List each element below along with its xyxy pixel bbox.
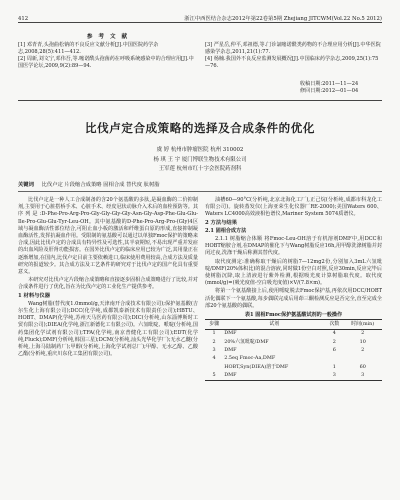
table-cell: 3 (361, 372, 365, 379)
references-heading: 参 考 文 献 (86, 34, 130, 40)
reference-item: [2] 周新,刘文宁,邓伟吾,等.噻诺酰头孢菌药在呼吸系统感染中的合理应用[J].中国医学论坛,2009,9(2):89—94. (18, 56, 194, 69)
table-row (205, 338, 382, 346)
author-line: 王军莲 杭州市红十字会医院药剂科 (158, 166, 242, 172)
reference-item: [1] 邓青青,头孢曲松钠的不良反应文献分析[J].中国医院药学杂志,2008,28(5):411—412. (18, 42, 159, 55)
table-row (205, 329, 382, 338)
table-cell: 1 (332, 363, 336, 370)
table-cell: 2 (361, 330, 365, 337)
table-row (205, 363, 382, 371)
table-cell: 4 (332, 330, 336, 337)
table-header-cell: 步骤 (209, 320, 219, 327)
table-cell: 2 (361, 347, 365, 354)
body-paragraph: 取代度测定:准确称取干燥后的树脂7—12mg2份,分别加入3mL六氢吡啶/DMF(20%体积比)的混合溶液,同时做1份空白对照,反应30min,反应完毕后使树脂沉降,取上清液进行紫外检测,根据吸光度计算树脂取代度。取代度(mmol/g)=(吸光度值-空白吸光度值)×V/(7.8×m)。 (205, 258, 382, 287)
author-line: 杨 琪 王 宇 厦门博联生物技术有限公司 (153, 156, 247, 163)
table-cell: 2.5eq Fmoc-Aa,DMF (224, 355, 276, 362)
table-cell: 60 (359, 363, 366, 370)
keywords-line (18, 180, 382, 188)
table-cell (205, 363, 223, 371)
journal-citation (184, 14, 382, 22)
reference-item: [3] 严星岳,仲平,邓祖德,等.门诊氯噻诺酰类药物的不合理应用分析[J].中华医院感染学杂志,2011,21(1):77. (205, 42, 381, 55)
table-cell: HOBT,Syn(DIEA)溶于DMF (224, 363, 289, 370)
table-cell: 5 (212, 372, 216, 379)
journal-name-en: Zhejiang JITCWM(Vol.22 No.5 2012) (283, 16, 382, 22)
table-header-cell: 时间(min) (351, 320, 375, 327)
subsection-heading: 2.1 固相合成方法 (205, 227, 247, 234)
table-row (205, 346, 382, 354)
page-number: 412 (18, 16, 29, 22)
keywords-label: 关键词 (18, 182, 34, 188)
table-row (205, 372, 382, 381)
body-paragraph: 将第一个氨基酸接上后,使用哌啶脱去Fmoc保护基,再依次用DCC/HOBT活化偶联下一个氨基酸,每步偶联完成后用茚三酮检测反应是否完全,直至完成全部20个氨基酸的偶联。 (205, 288, 382, 309)
table-cell: 1 (212, 330, 216, 337)
body-column-left (18, 197, 198, 359)
table-cell: DMF (224, 330, 237, 337)
body-paragraph: 本研究对比伐卢定片段缩合成策略和直接逐步固相合成策略进行了比较,并对合成条件进行了优化,旨在为比伐卢定的工业化生产提供参考。 (18, 277, 198, 291)
table-cell: 3 (212, 347, 216, 354)
table-header-cell: 试剂 (269, 320, 280, 327)
references-right (205, 42, 382, 70)
body-paragraph: 2.1.1 树脂缩合体顺 将Fmoc-Leu-OH溶于有机溶剂DMF中,用DCC和HOBT缩胺合剂,在DMAP的催化下与Wang树脂反应16h,用甲醇洗涤树脂并封闭过夜,洗涤干燥后称测其替代度。 (205, 236, 382, 257)
table-cell (325, 355, 343, 363)
keywords-rule (18, 191, 382, 192)
table-cell: 10 (359, 338, 366, 345)
table-cell: 6 (332, 347, 336, 354)
table-cell: 20%六氢吡啶/DMF (224, 338, 269, 345)
revised-date: 修回日期:2012—01—04 (300, 88, 359, 94)
procedure-table (205, 319, 382, 381)
article-title: 比伐卢定合成策略的选择及合成条件的优化 (85, 121, 315, 135)
table-cell: DMF (224, 372, 237, 379)
table-header-cell: 次数 (329, 320, 340, 327)
header-rule (18, 22, 382, 23)
table-cell: 4 (212, 355, 216, 362)
table-cell: DMF (224, 347, 237, 354)
references-left (18, 42, 198, 70)
table-header-row (205, 320, 382, 329)
received-date: 收稿日期:2011—11—24 (300, 81, 359, 87)
table-cell: 2 (212, 338, 216, 345)
author-line: 虞 婷 杭州市肿瘤医院 杭州 310002 (156, 147, 244, 153)
table-cell: 3 (332, 372, 336, 379)
reference-item: [4] 杨楠.我国外不良反应监测发展概况[J].中国临床药学杂志,2009,25(1):75—76. (205, 56, 379, 69)
article-dates (300, 81, 358, 95)
body-paragraph: 油槽60—90°C(分析纯,北京北海化工厂),正己烷(分析纯,成都市科龙化工有限公司)。旋转蒸发仪(上海亚荣生化仪器厂RE-2000);美国Waters 600、Waters LC4000高效液相色谱仪,Mariner System 5074质谱仪。 (205, 197, 382, 218)
section-rule (18, 100, 382, 101)
journal-name: 浙江中西医结合杂志2012年第22卷第5期 (184, 16, 283, 22)
table-caption: 表1 固相Fmoc保护氨基酸试剂的一般操作 (244, 312, 343, 319)
section-heading: 2 方法与结果 (205, 219, 238, 226)
body-paragraph: 比伐卢定是一种人工合成制备的含20个氨基酸的多肽,是凝血酶的二价抑制剂,主要用于心脏搭桥手术、心脏手术、经皮冠状动脉介入术后的血栓预防等。其序列是:D-Phe-Pro-Arg-Pro-Gly-Gly-Gly-Gly-Asn-Gly-Asp-Phe-Glu-Glu-Ile-Pro-Glu-Glu-Tyr-Leu-OH。其中氨基酸的D-Phe-Pro-Arg-Pro-(Gly)4区域与凝血酶活性部位结合,可阻止血小板的激活和纤维蛋白原的形成,直接抑制凝血酶活性,发挥抗凝血作用。受限制的氨基酸可以通过以单独Fmoc保护的策略来合成,因此比伐卢定的合成具有特异性及可选性,其半衰期短,不易出现严重并发症的出血风险及肝肾功能损害。在国外比伐卢定的临床应用已较为广泛,其用量正在逐渐增加,在国内,比伐卢定目前主要依赖进口,临床使用费用较高,合成方法及质量研究的报道较少。其合成方法及工艺条件的研究对于比伐卢定的国产化具有重要意义。 (18, 197, 198, 276)
table-cell: 2 (332, 338, 336, 345)
section-heading: 1 材料与仪器 (18, 292, 51, 299)
table-row (205, 355, 382, 363)
body-paragraph: Wang树脂(替代度1.0mmol/g,天津南开合成技术有限公司);保护氨基酸(吉尔生化上海有限公司);DCC(化学纯,成都凯泰新技术有限责任公司);HBTU、HOBT、DMAP(化学纯,苏州天马医药有限公司);DIC(分析纯,山东淄博斯时工贸有限公司);DIEA(化学纯,浙江新德化工有限公司)。六氢吡啶、哌啶(分析纯,国药集团化学试剂有限公司);TFA(化学纯,南京普健化工有限公司);EDT(化学纯,Fluck);DMF(分析纯,韩国三星);DCM(分析纯,汕头光华化学厂);无水乙醚(分析纯,上海马陆制药厂);甲醇(分析纯,上海化学试剂总厂);甲醇、无水乙醇、乙酸乙酯(分析纯,重庆川东化工集团有限公司)。 (18, 300, 198, 358)
table-cell (343, 355, 382, 363)
keywords-list: 比伐卢定 片段缩合成策略 固相合成 替代度 肽树脂 (41, 182, 160, 188)
author-block (0, 146, 400, 175)
body-column-right (205, 197, 382, 381)
running-header (18, 10, 382, 22)
